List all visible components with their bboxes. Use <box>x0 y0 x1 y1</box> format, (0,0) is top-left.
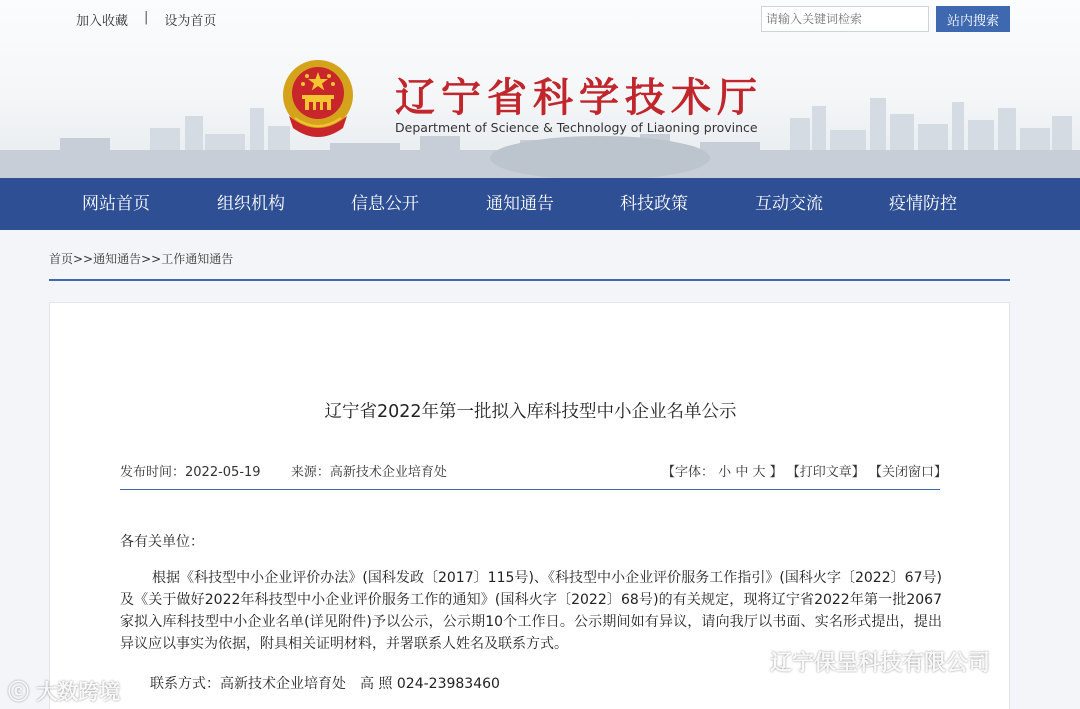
watermark-left-text: 大数跨境 <box>36 680 121 704</box>
top-links-separator: | <box>144 10 149 25</box>
search-input[interactable] <box>761 6 929 32</box>
font-size-prefix: 【字体： <box>662 465 715 480</box>
article-meta <box>120 461 447 480</box>
nav-item-home[interactable]: 网站首页 <box>82 194 150 214</box>
wechat-icon <box>734 650 764 674</box>
article-contact: 联系方式：高新技术企业培育处 高 照 024-23983460 <box>150 676 500 692</box>
article-body: 根据《科技型中小企业评价办法》(国科发政〔2017〕115号)、《科技型中小企业评价服务工作指引》(国科火字〔2022〕67号)及《关于做好2022年科技型中小企业评价服务工作的通知》(国科火字〔2022〕68号)的有关规定，现将辽宁省2022年第一批2067家拟入库科技型中小企业名单(详见附件)予以公示，公示期10个工作日。公示期间如有异议，请向我厅以书面、实名形式提出，提出异议应以事实为依据，附具相关证明材料，并署联系人姓名及联系方式。 <box>120 570 942 652</box>
nav-item-interaction[interactable]: 互动交流 <box>755 194 823 214</box>
main-nav <box>0 178 1080 230</box>
font-size-suffix: 】 <box>769 465 783 480</box>
watermark-left <box>8 676 120 706</box>
article-greeting: 各有关单位： <box>120 534 204 550</box>
nav-item-policy[interactable]: 科技政策 <box>620 194 688 214</box>
search-button[interactable]: 站内搜索 <box>936 6 1010 32</box>
site-title: 辽宁省科学技术厅 <box>395 74 763 121</box>
watermark-logo-icon: ⓒ <box>8 680 29 704</box>
close-window-button[interactable]: 【关闭窗口】 <box>868 465 947 480</box>
font-medium-button[interactable]: 中 <box>735 465 749 480</box>
font-large-button[interactable]: 大 <box>752 465 766 480</box>
nav-item-epidemic[interactable]: 疫情防控 <box>889 194 957 214</box>
publish-label: 发布时间： <box>120 465 186 480</box>
site-header <box>0 0 1080 178</box>
source-label: 来源： <box>290 465 330 480</box>
publish-date: 2022-05-19 <box>185 465 261 480</box>
site-subtitle: Department of Science & Technology of Liaoning province <box>395 120 758 135</box>
meta-divider <box>120 489 940 490</box>
breadcrumb[interactable]: 首页>>通知通告>>工作通知通告 <box>49 252 234 266</box>
top-links <box>76 10 216 29</box>
add-favorite-link[interactable]: 加入收藏 <box>76 14 129 29</box>
watermark-right-text: 辽宁保呈科技有限公司 <box>770 651 991 676</box>
print-article-button[interactable]: 【打印文章】 <box>786 465 865 480</box>
watermark-right <box>734 646 990 677</box>
breadcrumb-divider <box>49 279 1010 281</box>
nav-item-organization[interactable]: 组织机构 <box>217 194 285 214</box>
nav-item-notices[interactable]: 通知通告 <box>486 194 554 214</box>
national-emblem-icon <box>281 58 355 140</box>
article-title: 辽宁省2022年第一批拟入库科技型中小企业名单公示 <box>324 402 737 422</box>
article-tools <box>662 461 947 480</box>
font-small-button[interactable]: 小 <box>718 465 732 480</box>
nav-item-info-public[interactable]: 信息公开 <box>351 194 419 214</box>
source-value: 高新技术企业培育处 <box>329 465 447 480</box>
set-homepage-link[interactable]: 设为首页 <box>164 14 217 29</box>
